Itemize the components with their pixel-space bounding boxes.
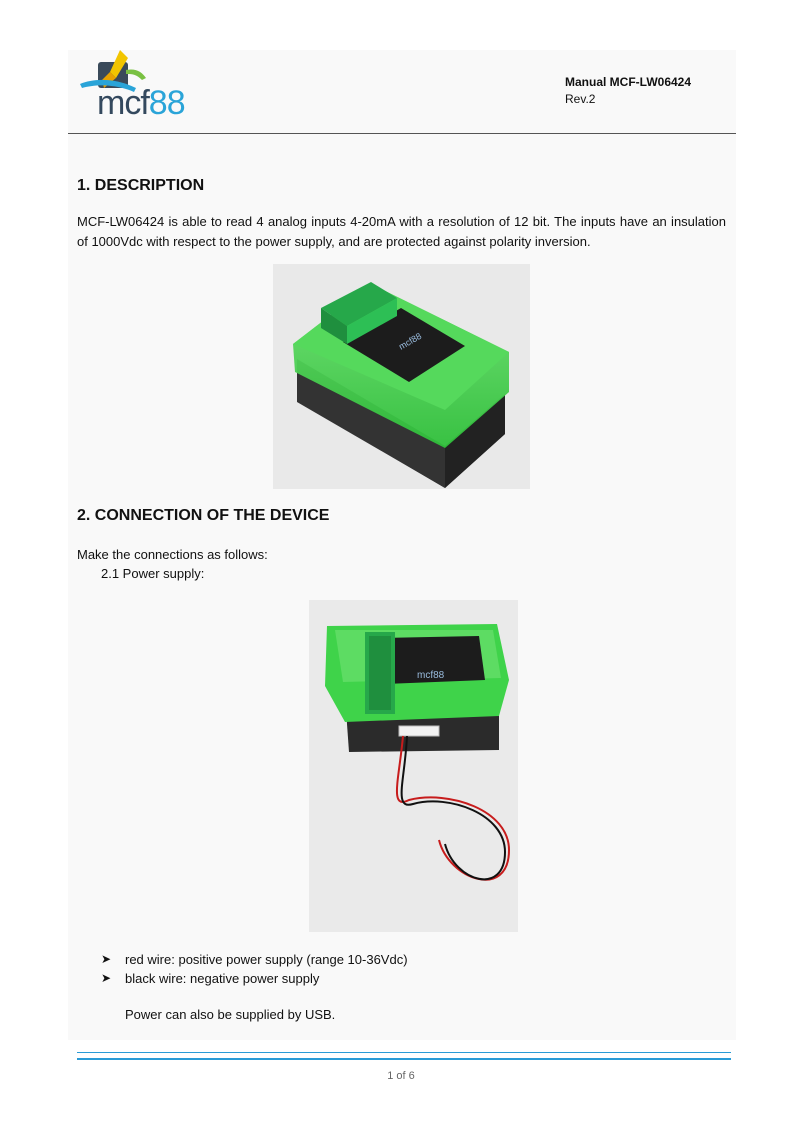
section-title-connection: 2. CONNECTION OF THE DEVICE <box>77 507 330 524</box>
document-header-info <box>565 74 691 108</box>
arrow-bullet-icon: ➤ <box>101 952 112 966</box>
logo-letters: mcf <box>97 84 149 122</box>
bullet-text: black wire: negative power supply <box>125 971 320 986</box>
logo-wordmark <box>97 86 185 120</box>
description-paragraph: MCF-LW06424 is able to read 4 analog inputs 4-20mA with a resolution of 12 bit. The inputs have an insulation of 1000Vdc with respect to the power supply, and are protected against polarity inversion. <box>77 214 726 249</box>
wire-bullet-list <box>101 950 408 988</box>
usb-power-note: Power can also be supplied by USB. <box>125 1007 336 1022</box>
logo-digits: 88 <box>148 84 185 122</box>
arrow-bullet-icon: ➤ <box>101 971 112 985</box>
list-item <box>101 969 408 988</box>
device-label-text-2: mcf88 <box>417 670 445 681</box>
connection-intro: Make the connections as follows: <box>77 547 268 562</box>
list-item <box>101 950 408 969</box>
header-divider <box>68 133 736 134</box>
footer-divider-thick <box>77 1058 731 1060</box>
power-supply-subheading: 2.1 Power supply: <box>101 566 205 581</box>
footer-divider-thin <box>77 1052 731 1053</box>
device-wiring-photo <box>309 600 518 932</box>
section-title-description: 1. DESCRIPTION <box>77 177 205 194</box>
bullet-text: red wire: positive power supply (range 10-36Vdc) <box>125 952 408 967</box>
manual-title: Manual MCF-LW06424 <box>565 75 692 89</box>
page-number: 1 of 6 <box>387 1070 415 1082</box>
device-photo <box>273 264 530 489</box>
device-label-text: mcf88 <box>397 330 424 352</box>
revision-label: Rev.2 <box>565 92 596 106</box>
